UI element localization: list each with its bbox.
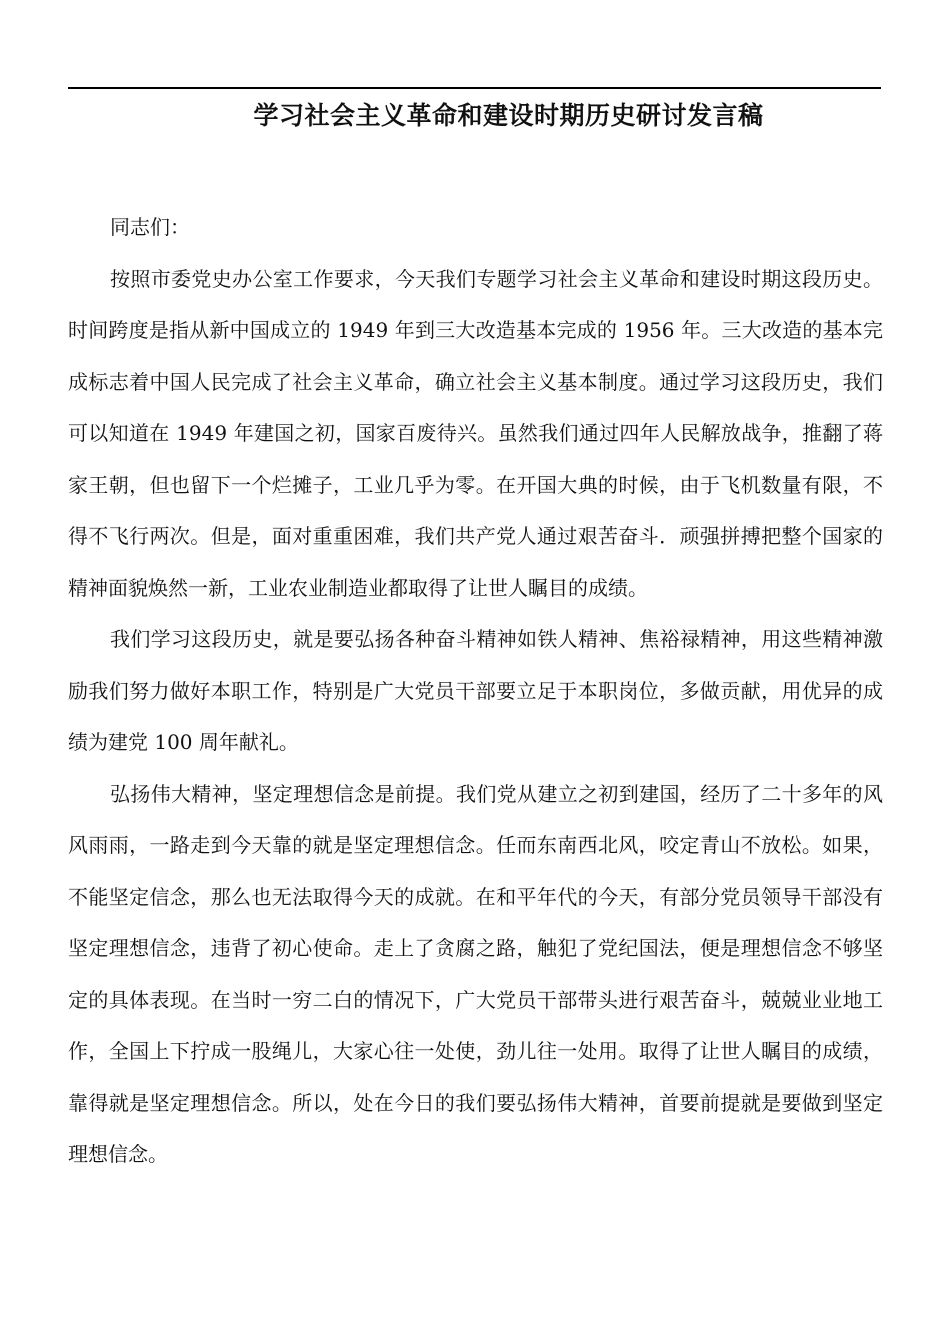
document-title: 学习社会主义革命和建设时期历史研讨发言稿	[253, 101, 764, 130]
body-paragraph: 弘扬伟大精神，坚定理想信念是前提。我们党从建立之初到建国，经历了二十多年的风风雨雨，一路走到今天靠的就是坚定理想信念。任而东南西北风，咬定青山不放松。如果，不能坚定信念，那么也无法取得今天的成就。在和平年代的今天，有部分党员领导干部没有坚定理想信念，违背了初心使命。走上了贪腐之路，触犯了党纪国法，便是理想信念不够坚定的具体表现。在当时一穷二白的情况下，广大党员干部带头进行艰苦奋斗，兢兢业业地工作，全国上下拧成一股绳儿，大家心往一处使，劲儿往一处用。取得了让世人瞩目的成绩，靠得就是坚定理想信念。所以，处在今日的我们要弘扬伟大精神，首要前提就是要做到坚定理想信念。	[68, 781, 883, 1166]
document-body	[68, 202, 883, 1181]
header-rule	[68, 87, 881, 89]
body-paragraph: 按照市委党史办公室工作要求，今天我们专题学习社会主义革命和建设时期这段历史。时间跨度是指从新中国成立的 1949 年到三大改造基本完成的 1956 年。三大改造的基本完成标志着中国人民完成了社会主义革命，确立社会主义基本制度。通过学习这段历史，我们可以知道在 1949 年建国之初，国家百废待兴。虽然我们通过四年人民解放战争，推翻了蒋家王朝，但也留下一个烂摊子，工业几乎为零。在开国大典的时候，由于飞机数量有限，不得不飞行两次。但是，面对重重困难，我们共产党人通过艰苦奋斗．顽强拼搏把整个国家的精神面貌焕然一新，工业农业制造业都取得了让世人瞩目的成绩。	[68, 266, 883, 600]
body-paragraph: 我们学习这段历史，就是要弘扬各种奋斗精神如铁人精神、焦裕禄精神，用这些精神激励我们努力做好本职工作，特别是广大党员干部要立足于本职岗位，多做贡献，用优异的成绩为建党 100 周年献礼。	[68, 627, 883, 754]
salutation: 同志们：	[110, 215, 190, 239]
